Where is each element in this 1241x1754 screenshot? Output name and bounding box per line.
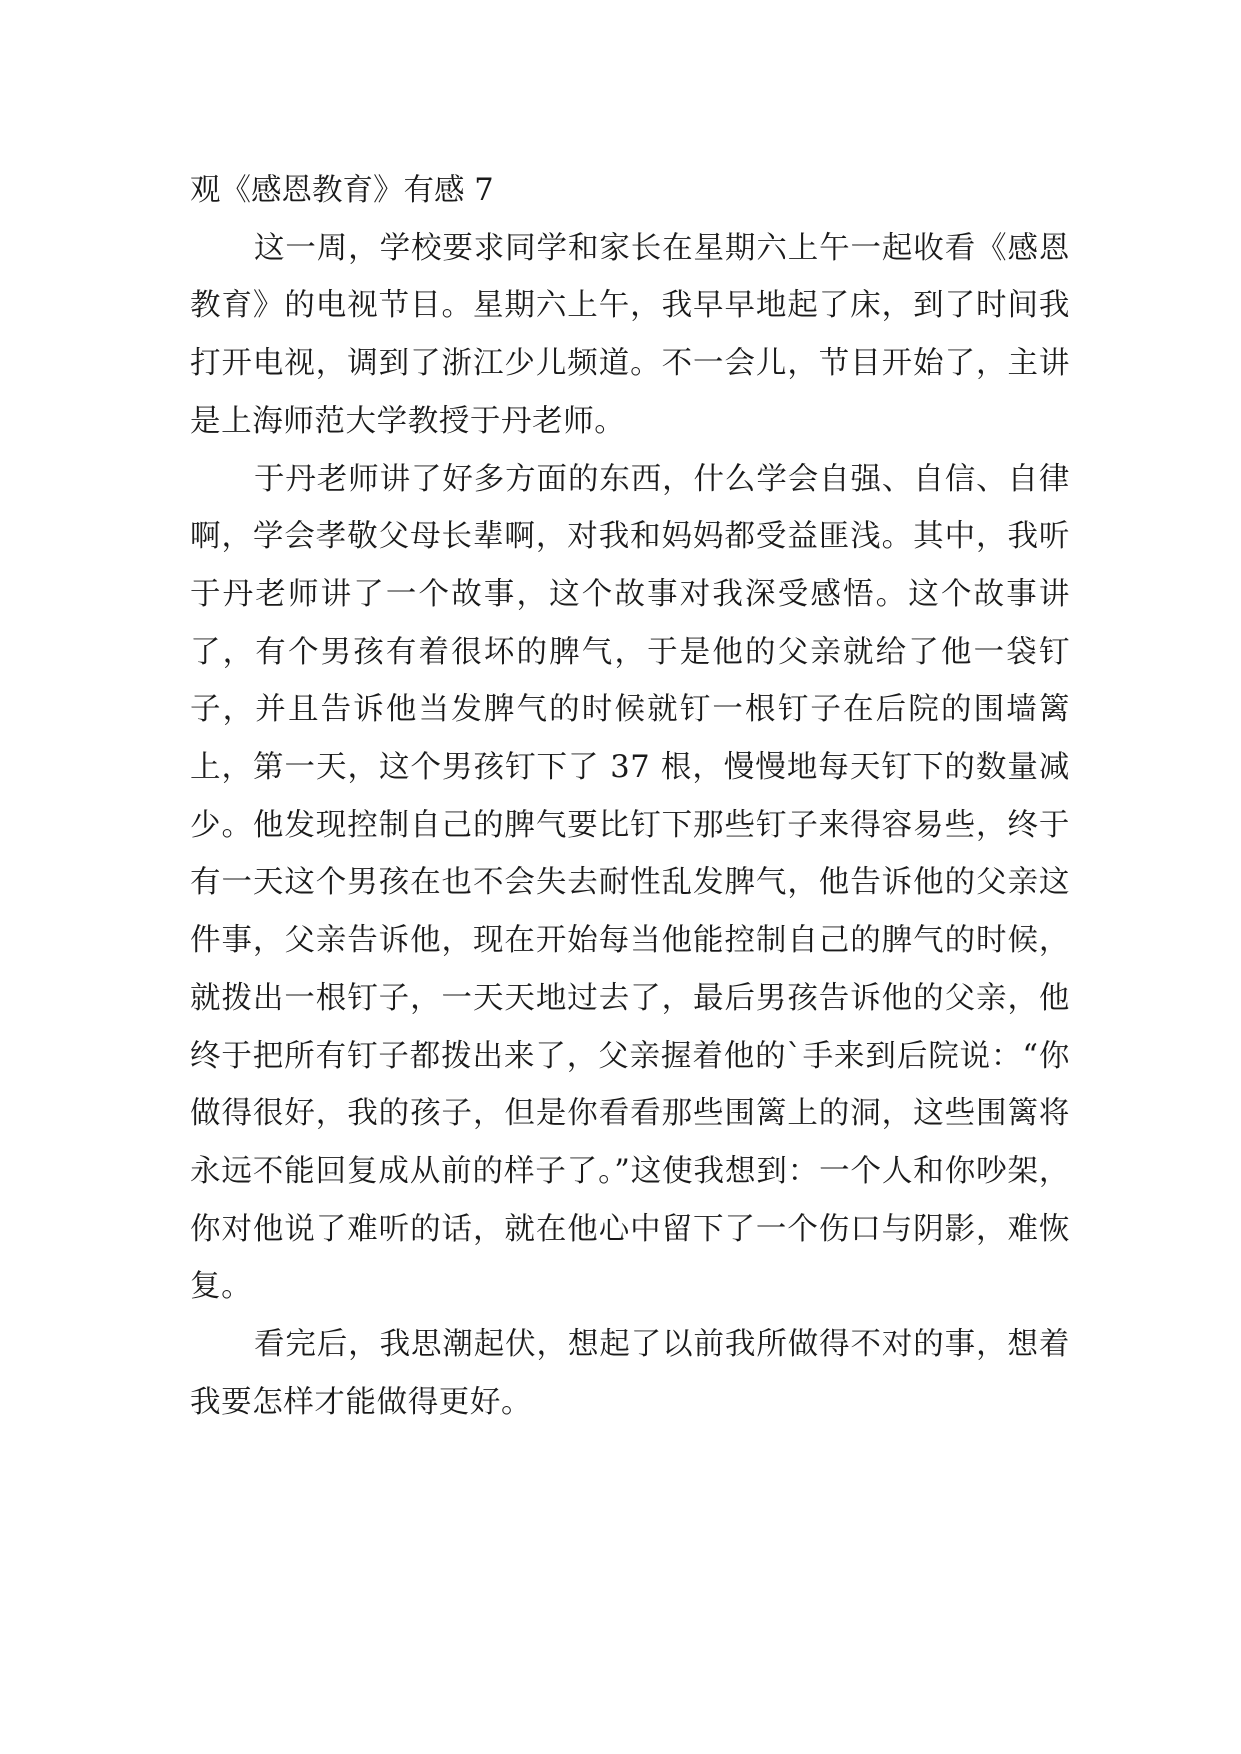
paragraph-2: 于丹老师讲了好多方面的东西，什么学会自强、自信、自律啊，学会孝敬父母长辈啊，对我和妈妈都受益匪浅。其中，我听于丹老师讲了一个故事，这个故事对我深受感悟。这个故事讲了，有个男孩有着很坏的脾气，于是他的父亲就给了他一袋钉子，并且告诉他当发脾气的时候就钉一根钉子在后院的围墙篱上，第一天，这个男孩钉下了 37 根，慢慢地每天钉下的数量减少。他发现控制自己的脾气要比钉下那些钉子来得容易些，终于有一天这个男孩在也不会失去耐性乱发脾气，他告诉他的父亲这件事，父亲告诉他，现在开始每当他能控制自己的脾气的时候，就拨出一根钉子，一天天地过去了，最后男孩告诉他的父亲，他终于把所有钉子都拨出来了，父亲握着他的`手来到后院说：“你做得很好，我的孩子，但是你看看那些围篱上的洞，这些围篱将永远不能回复成从前的样子了。”这使我想到：一个人和你吵架，你对他说了难听的话，就在他心中留下了一个伤口与阴影，难恢复。 — [190, 461, 1070, 1305]
document-body — [190, 162, 1070, 1431]
document-title: 观《感恩教育》有感 7 — [190, 173, 494, 208]
paragraph-3: 看完后，我思潮起伏，想起了以前我所做得不对的事，想着我要怎样才能做得更好。 — [190, 1327, 1070, 1420]
paragraph-1: 这一周，学校要求同学和家长在星期六上午一起收看《感恩教育》的电视节目。星期六上午，我早早地起了床，到了时间我打开电视，调到了浙江少儿频道。不一会儿，节目开始了，主讲是上海师范大学教授于丹老师。 — [190, 230, 1070, 439]
